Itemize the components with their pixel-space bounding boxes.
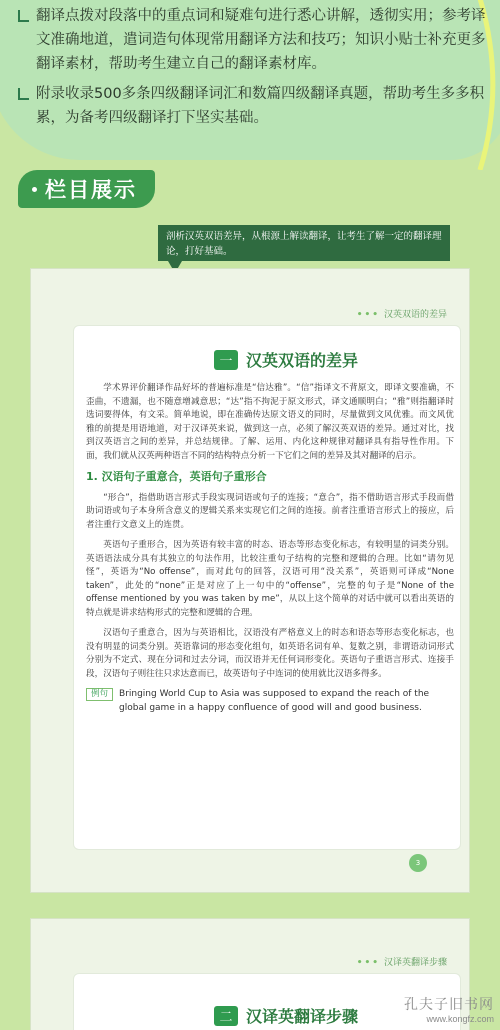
feature-list	[18, 4, 488, 136]
callout-note: 剖析汉英双语差异，从根源上解读翻译，让考生了解一定的翻译理论，打好基础。	[158, 225, 450, 261]
paragraph: 汉语句子重意合，因为与英语相比，汉语没有严格意义上的时态和语态等形态变化标志，也没有明显的词类分别。英语靠词的形态变化组句，如英语名词有单、复数之别，非谓语动词形式分别为不定式、现在分词和过去分词，而汉语并无任何词形变化。英语句子重语言形式、连接手段，汉语句子则往往只求达意而已，故英语句子中连词的使用就比汉语多得多。	[86, 628, 454, 679]
page-content	[73, 973, 461, 1030]
example-sentence: 例句 Bringing World Cup to Asia was supposed to expand the reach of the global game in a happy confluence of good will and good business.	[86, 688, 454, 715]
feature-item: 翻译点拨对段落中的重点词和疑难句进行悉心讲解，透彻实用；参考译文准确地道，遣词造句体现常用翻译方法和技巧；知识小贴士补充更多翻译素材，帮助考生建立自己的翻译素材库。	[18, 4, 488, 76]
section-ribbon: 栏目展示	[18, 170, 155, 208]
paragraph: 英语句子重形合，因为英语有较丰富的时态、语态等形态变化标志，有较明显的词类分别。英语语法成分具有其独立的句法作用，比较注重句子结构的完整和逻辑的合理。比如“请勿见怪”，英语为“No offense”，而对此句的回答，汉语可用“没关系”，英语则可译成“None taken”，此处的“none”正是对应了上一句中的“offense”，完整的句子是“None of the offense mentioned by you was taken by me”，从以上这个简单的对话中就可以看出英语的特点就是讲求结构形式的完整和逻辑的合理。	[86, 540, 454, 618]
paragraph: “形合”，指借助语言形式手段实现词语或句子的连接；“意合”，指不借助语言形式手段而借助词语或句子本身所含意义的逻辑关系来实现它们之间的连接。前者注重语言形式上的接应，后者注重行文意义上的连贯。	[86, 492, 454, 530]
feature-item: 附录收录500多条四级翻译词汇和数篇四级翻译真题，帮助考生多多积累，为备考四级翻译打下坚实基础。	[18, 82, 488, 130]
paragraph: 学术界评价翻译作品好坏的普遍标准是“信达雅”。“信”指译文不背原文，即译文要准确，不歪曲，不遗漏，也不随意增减意思；“达”指不拘泥于原文形式，译文通顺明白；“雅”则指翻译时选词要得体，有文采。简单地说，即在准确传达原文语义的同时，尽量做到文风优雅。而文风优雅的前提是用语地道，对于汉译英来说，做到这一点，必须了解汉英双语的差异。通过对比，找到汉英语言之间的差异，并总结规律。了解、运用、内化这种规律对翻译具有指导性作用。下面，我们就从汉英两种语言不同的结构特点分析一下它们之间的差异及其对翻译的启示。	[86, 383, 454, 461]
section-number: 二	[214, 1006, 238, 1026]
page-content	[73, 325, 461, 850]
page-header-tag: ••• 汉译英翻译步骤	[356, 958, 447, 968]
page-number: 3	[409, 854, 427, 872]
example-tag: 例句	[86, 688, 113, 701]
section-number: 一	[214, 350, 238, 370]
section-title: 一 汉英双语的差异	[214, 348, 358, 371]
page-preview-1	[30, 268, 470, 893]
section-title: 二 汉译英翻译步骤	[214, 1004, 358, 1027]
dot-icon	[32, 187, 37, 192]
page-body	[86, 382, 454, 715]
sub-heading: 1. 汉语句子重意合，英语句子重形合	[86, 470, 267, 483]
page-header-tag: ••• 汉英双语的差异	[356, 310, 447, 320]
watermark: 孔夫子旧书网 www.kongfz.com	[404, 997, 494, 1024]
